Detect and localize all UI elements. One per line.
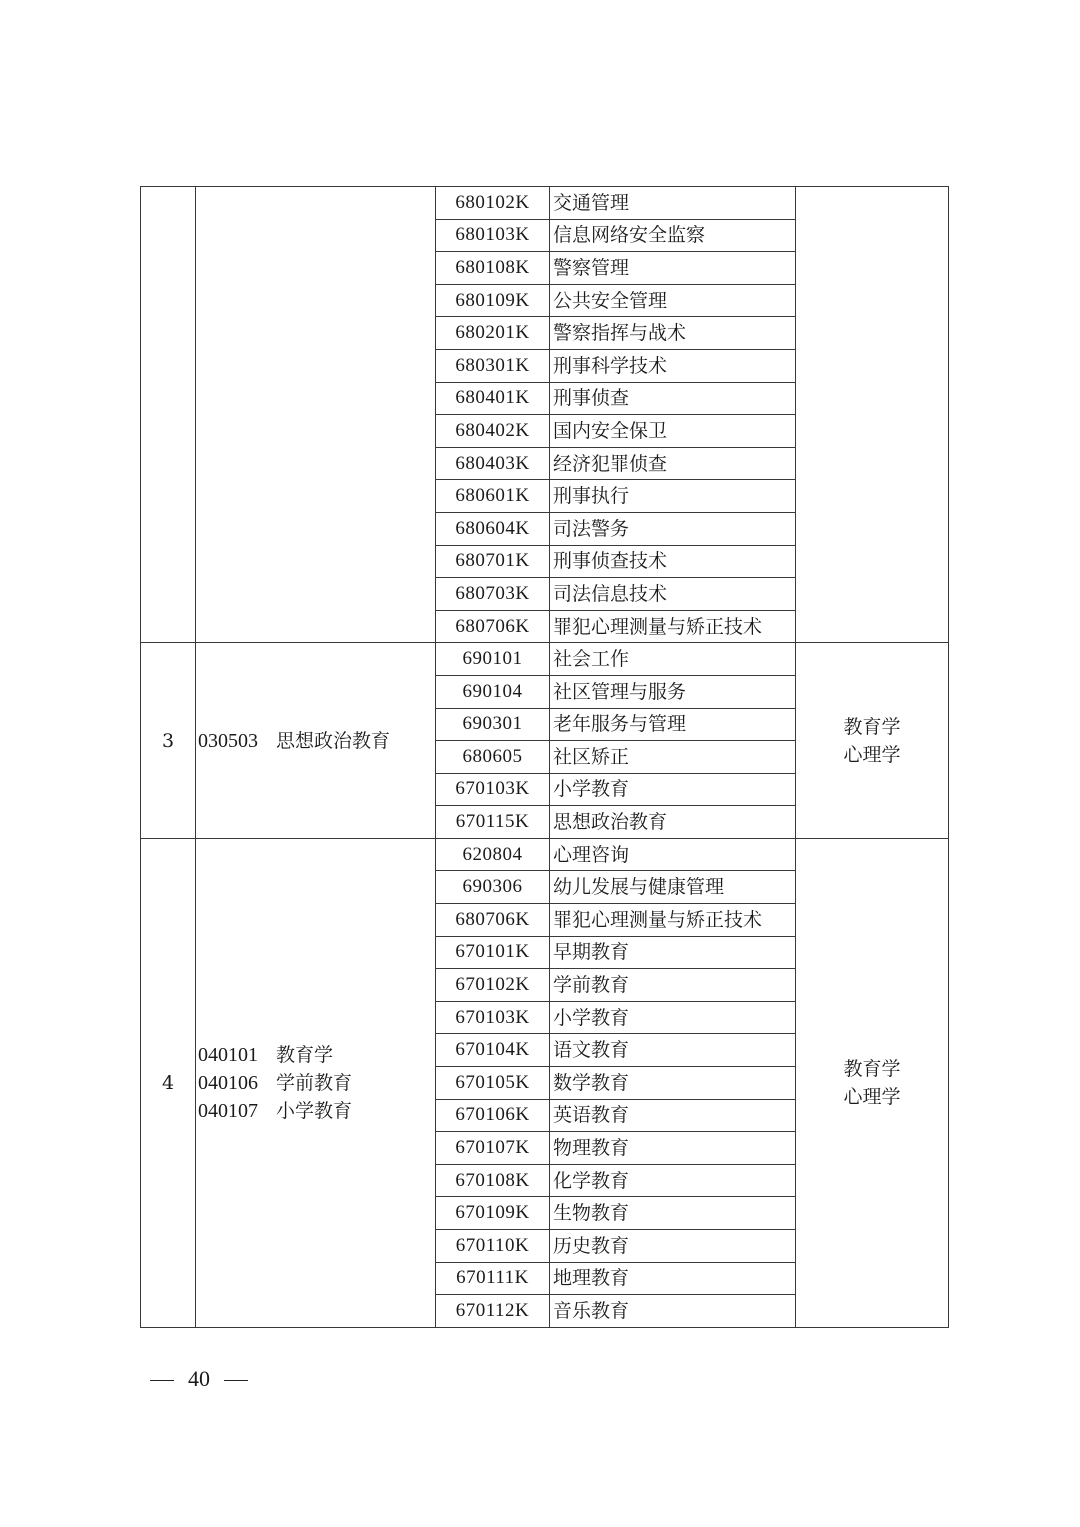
vocational-name: 司法信息技术 [550, 578, 796, 611]
undergrad-major-cell [196, 838, 436, 1327]
vocational-code: 670112K [436, 1295, 550, 1328]
vocational-code: 670110K [436, 1230, 550, 1263]
vocational-name: 罪犯心理测量与矫正技术 [550, 904, 796, 937]
vocational-name: 警察管理 [550, 252, 796, 285]
table-row [141, 643, 949, 676]
vocational-name: 幼儿发展与健康管理 [550, 871, 796, 904]
major-name: 学前教育 [276, 1071, 353, 1094]
vocational-code: 680102K [436, 187, 550, 220]
page-footer [150, 1366, 248, 1392]
vocational-name: 刑事科学技术 [550, 349, 796, 382]
vocational-code: 670102K [436, 969, 550, 1002]
vocational-code: 680201K [436, 317, 550, 350]
undergrad-major [198, 1097, 435, 1125]
vocational-code: 670108K [436, 1164, 550, 1197]
vocational-name: 公共安全管理 [550, 284, 796, 317]
group-index [141, 187, 196, 643]
exam-subjects-cell [796, 187, 949, 643]
exam-subject: 教育学 [843, 715, 901, 738]
major-name: 教育学 [276, 1043, 334, 1066]
vocational-name: 生物教育 [550, 1197, 796, 1230]
vocational-name: 国内安全保卫 [550, 415, 796, 448]
exam-subject: 心理学 [843, 1085, 901, 1108]
vocational-code: 670104K [436, 1034, 550, 1067]
vocational-code: 670105K [436, 1067, 550, 1100]
vocational-name: 地理教育 [550, 1262, 796, 1295]
vocational-name: 思想政治教育 [550, 806, 796, 839]
vocational-name: 刑事侦查 [550, 382, 796, 415]
vocational-name: 社区管理与服务 [550, 675, 796, 708]
vocational-code: 670107K [436, 1132, 550, 1165]
vocational-code: 680604K [436, 512, 550, 545]
vocational-code: 680402K [436, 415, 550, 448]
vocational-code: 680301K [436, 349, 550, 382]
exam-subject: 心理学 [843, 743, 901, 766]
vocational-code: 680109K [436, 284, 550, 317]
major-name: 小学教育 [276, 1099, 353, 1122]
vocational-code: 690104 [436, 675, 550, 708]
vocational-name: 罪犯心理测量与矫正技术 [550, 610, 796, 643]
vocational-code: 680605 [436, 741, 550, 774]
vocational-code: 670109K [436, 1197, 550, 1230]
vocational-name: 警察指挥与战术 [550, 317, 796, 350]
vocational-name: 小学教育 [550, 773, 796, 806]
major-code: 040101 [198, 1043, 258, 1066]
vocational-code: 670111K [436, 1262, 550, 1295]
vocational-name: 物理教育 [550, 1132, 796, 1165]
major-code: 040107 [198, 1099, 258, 1122]
vocational-name: 老年服务与管理 [550, 708, 796, 741]
vocational-name: 早期教育 [550, 936, 796, 969]
group-index: 3 [141, 643, 196, 839]
table-row [141, 187, 949, 220]
vocational-code: 680601K [436, 480, 550, 513]
vocational-code: 680701K [436, 545, 550, 578]
vocational-code: 670103K [436, 773, 550, 806]
undergrad-major [198, 727, 435, 755]
footer-dash-right [224, 1380, 248, 1381]
vocational-name: 化学教育 [550, 1164, 796, 1197]
major-code: 030503 [198, 729, 258, 752]
vocational-name: 历史教育 [550, 1230, 796, 1263]
vocational-name: 学前教育 [550, 969, 796, 1002]
undergrad-major [198, 1069, 435, 1097]
vocational-name: 司法警务 [550, 512, 796, 545]
vocational-name: 语文教育 [550, 1034, 796, 1067]
vocational-name: 经济犯罪侦查 [550, 447, 796, 480]
undergrad-major-cell [196, 187, 436, 643]
vocational-code: 680108K [436, 252, 550, 285]
vocational-code: 680103K [436, 219, 550, 252]
vocational-name: 数学教育 [550, 1067, 796, 1100]
undergrad-major [198, 1041, 435, 1069]
vocational-name: 刑事执行 [550, 480, 796, 513]
table-body [141, 187, 949, 1328]
vocational-name: 刑事侦查技术 [550, 545, 796, 578]
vocational-code: 670106K [436, 1099, 550, 1132]
major-code: 040106 [198, 1071, 258, 1094]
footer-dash-left [150, 1380, 174, 1381]
undergrad-major-cell [196, 643, 436, 839]
vocational-code: 620804 [436, 838, 550, 871]
vocational-name: 信息网络安全监察 [550, 219, 796, 252]
vocational-name: 小学教育 [550, 1001, 796, 1034]
vocational-name: 音乐教育 [550, 1295, 796, 1328]
vocational-name: 心理咨询 [550, 838, 796, 871]
major-name: 思想政治教育 [276, 729, 391, 752]
table-row [141, 838, 949, 871]
group-index: 4 [141, 838, 196, 1327]
vocational-code: 670115K [436, 806, 550, 839]
vocational-name: 交通管理 [550, 187, 796, 220]
vocational-code: 690306 [436, 871, 550, 904]
vocational-code: 680401K [436, 382, 550, 415]
vocational-code: 670101K [436, 936, 550, 969]
vocational-code: 680706K [436, 904, 550, 937]
vocational-code: 680403K [436, 447, 550, 480]
vocational-name: 社区矫正 [550, 741, 796, 774]
vocational-name: 社会工作 [550, 643, 796, 676]
major-mapping-table [140, 186, 949, 1328]
vocational-name: 英语教育 [550, 1099, 796, 1132]
vocational-code: 690301 [436, 708, 550, 741]
vocational-code: 670103K [436, 1001, 550, 1034]
vocational-code: 680706K [436, 610, 550, 643]
exam-subjects-cell [796, 643, 949, 839]
exam-subjects-cell [796, 838, 949, 1327]
page-number: 40 [188, 1366, 210, 1391]
exam-subject: 教育学 [843, 1057, 901, 1080]
vocational-code: 680703K [436, 578, 550, 611]
vocational-code: 690101 [436, 643, 550, 676]
